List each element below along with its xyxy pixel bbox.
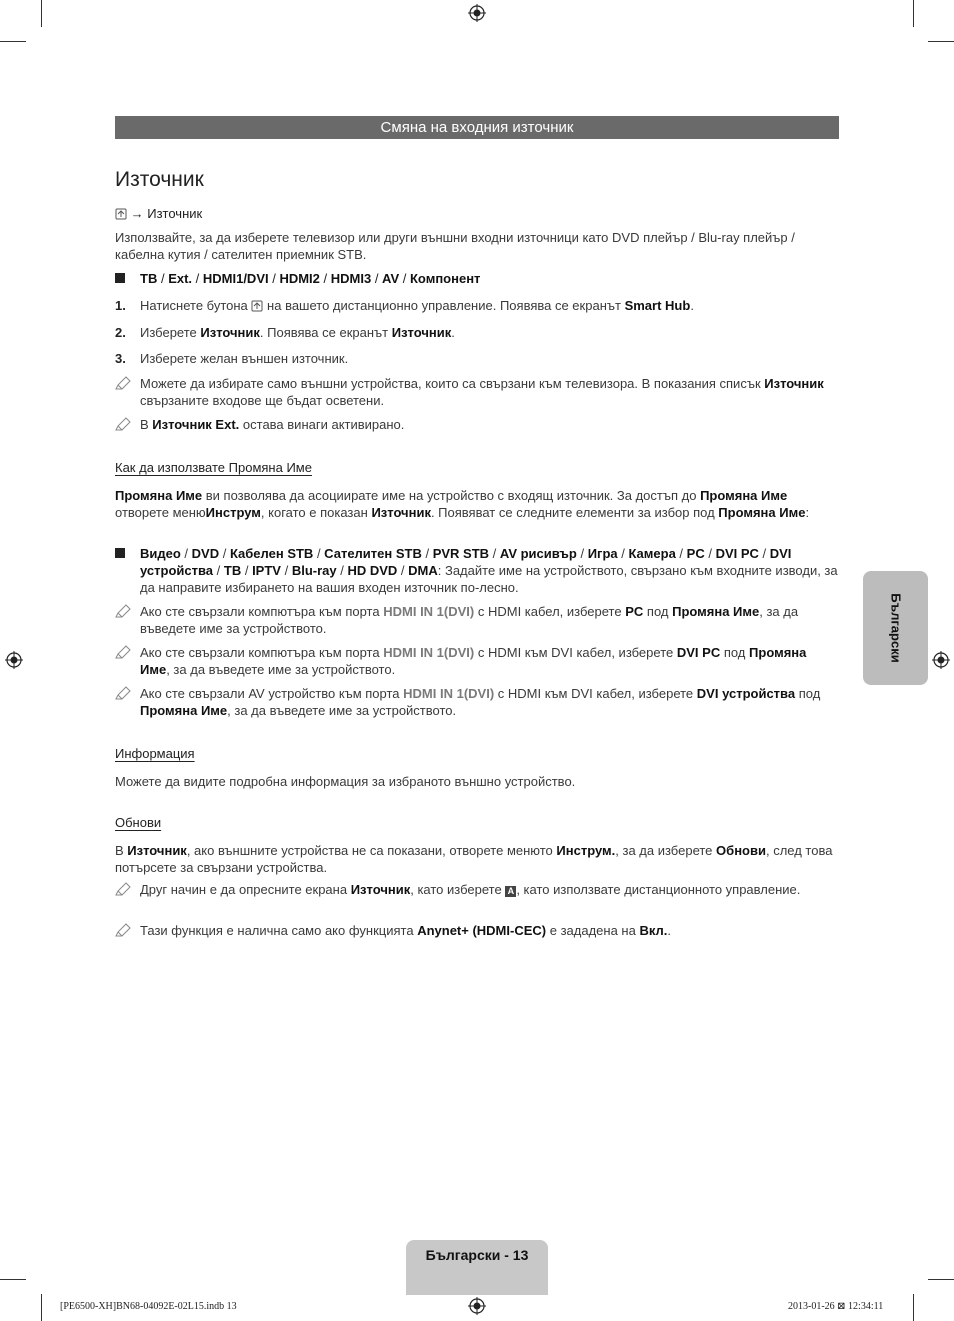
registration-mark-icon	[5, 651, 23, 669]
source-item: HDMI3	[330, 271, 372, 286]
menu-path	[115, 205, 839, 222]
crop-mark	[41, 0, 42, 27]
page-number-tab	[406, 1240, 548, 1295]
language-side-tab	[863, 571, 928, 685]
crop-mark	[0, 41, 26, 42]
source-item: HDMI2	[279, 271, 320, 286]
footer-file-info: [PE6500-XH]BN68-04092E-02L15.indb 13	[60, 1301, 237, 1312]
source-item: HDMI1/DVI	[202, 271, 269, 286]
note-pencil-icon	[115, 923, 131, 937]
source-item: ТВ	[140, 271, 158, 286]
bullet-square-icon	[115, 548, 125, 558]
source-button-icon	[115, 207, 127, 220]
intro-paragraph: Използвайте, за да изберете телевизор или други външни входни източници като DVD плейър / Blu-ray плейър / кабелна кутия / сателитен приемник STB.	[115, 230, 795, 262]
registration-mark-icon	[468, 1297, 486, 1315]
source-button-icon	[251, 299, 263, 312]
subheading-rename: Как да използвате Промяна Име	[115, 460, 312, 475]
subheading-refresh: Обнови	[115, 815, 162, 830]
info-paragraph: Можете да видите подробна информация за избраното външно устройство.	[115, 774, 576, 789]
note-pencil-icon	[115, 882, 131, 896]
crop-mark	[913, 0, 914, 27]
crop-mark	[41, 1294, 42, 1321]
section-title-bar	[115, 116, 839, 139]
bullet-square-icon	[115, 273, 125, 283]
note-pencil-icon	[115, 376, 131, 390]
footer-timestamp: 2013-01-26 ⊠ 12:34:11	[788, 1301, 884, 1312]
language-side-tab-label: Български	[888, 593, 903, 663]
note-pencil-icon	[115, 417, 131, 431]
page-number: Български - 13	[425, 1247, 529, 1263]
crop-mark	[0, 1279, 26, 1280]
source-item: AV	[382, 271, 400, 286]
rename-paragraph: Промяна Име ви позволява да асоциирате име на устройство с входящ източник. За достъп до Промяна Име отворете менюИнструм, когато е показан Източник. Появяват се следните елементи за избор под Промяна Име:	[115, 488, 810, 520]
section-title: Смяна на входния източник	[380, 119, 574, 136]
crop-mark	[913, 1294, 914, 1321]
menu-path-item: Източник	[147, 206, 203, 221]
page-title: Източник	[115, 168, 204, 191]
crop-mark	[928, 41, 954, 42]
registration-mark-icon	[932, 651, 950, 669]
registration-mark-icon	[468, 4, 486, 22]
subheading-info: Информация	[115, 746, 195, 761]
note-pencil-icon	[115, 686, 131, 700]
source-item: Ext.	[168, 271, 193, 286]
source-item: Компонент	[410, 271, 481, 286]
crop-mark	[928, 1279, 954, 1280]
note-pencil-icon	[115, 604, 131, 618]
note-pencil-icon	[115, 645, 131, 659]
refresh-paragraph: В Източник, ако външните устройства не са показани, отворете менюто Инструм., за да изберете Обнови, след това потърсете за свързани устройства.	[115, 843, 833, 875]
a-button-icon: A	[505, 886, 516, 897]
menu-path-arrow: →	[130, 206, 144, 221]
